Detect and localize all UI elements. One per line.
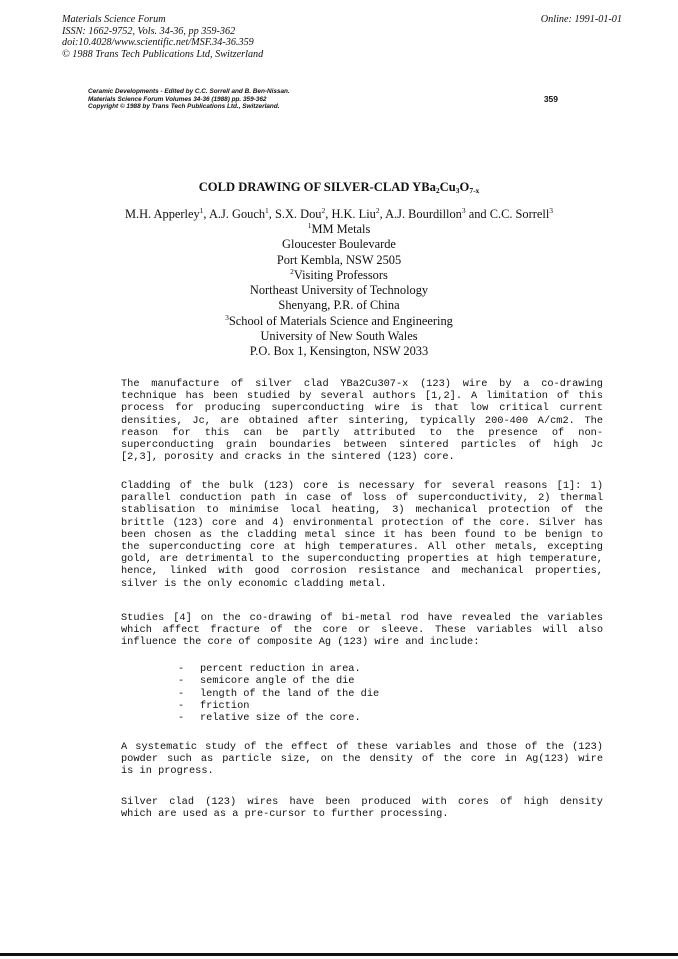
doi-line: doi:10.4028/www.scientific.net/MSF.34-36.359	[62, 37, 254, 49]
text-line: is in progress.	[121, 765, 214, 778]
text-line: A systematic study of the effect of these variables and those of the (123)	[121, 741, 603, 753]
author-separator: ,	[325, 207, 332, 221]
print-header-line3: Copyright © 1988 by Trans Tech Publications Ltd., Switzerland.	[88, 103, 280, 111]
text-line: which affect fracture of the core or sleeve. These variables will also	[121, 624, 603, 637]
text-line: parallel conduction path in case of loss of superconductivity, 2) thermal	[121, 492, 603, 505]
issn-line: ISSN: 1662-9752, Vols. 34-36, pp 359-362	[62, 25, 236, 37]
author-affil-sup: 2	[321, 206, 326, 215]
print-header-line1: Ceramic Developments - Edited by C.C. Sorrell and B. Ben-Nissan.	[88, 88, 290, 95]
affiliation-2-line3: Shenyang, P.R. of China	[278, 298, 400, 313]
affiliations	[0, 222, 678, 360]
list-item-text: relative size of the core.	[200, 712, 361, 725]
author-list	[0, 207, 678, 221]
list-item	[178, 663, 379, 675]
text-line: powder such as particle size, on the density of the core in Ag(123) wire	[121, 753, 603, 766]
affiliation-2-line2: Northeast University of Technology	[249, 283, 429, 298]
paragraph-studies	[121, 612, 603, 649]
paper-title	[0, 180, 678, 195]
affiliation-3-line3: P.O. Box 1, Kensington, NSW 2033	[249, 344, 429, 359]
author-affil-sup: 1	[265, 206, 269, 215]
dash-marker: -	[178, 663, 185, 675]
dash-marker: -	[178, 699, 185, 712]
text-line: been chosen as the cladding metal since it has been found to be benign to	[121, 528, 603, 541]
print-header-line2: Materials Science Forum Volumes 34-36 (1988) pp. 359-362	[88, 95, 267, 103]
metadata-header	[62, 14, 622, 60]
title-sub: 2	[435, 186, 440, 195]
author-name: C.C. Sorrell	[489, 207, 550, 221]
text-line: technique has been studied by several authors [1,2]. A limitation of this	[121, 390, 603, 403]
text-line: stablisation to minimise local heating, 3) mechanical protection of the	[121, 504, 603, 517]
author-name: A.J. Gouch	[208, 207, 266, 221]
affiliation-1-line2: Gloucester Boulevarde	[282, 237, 396, 252]
journal-name: Materials Science Forum	[62, 14, 166, 25]
text-line: gold, are detrimental to the superconducting properties at high temperature,	[121, 553, 603, 566]
list-item-text: length of the land of the die	[200, 687, 380, 700]
list-item	[178, 688, 379, 700]
author-affil-sup: 3	[461, 206, 466, 215]
text-line: superconducting grain boundaries between sintered particles of high Jc	[121, 439, 603, 452]
affiliation-3-line2: University of New South Wales	[260, 329, 418, 344]
text-line: which are used as a pre-cursor to further processing.	[121, 808, 449, 821]
author-name: H.K. Liu	[331, 207, 376, 221]
text-line: densities, Jc, are obtained after sintering, typically 200-400 A/cm2. The	[121, 414, 603, 427]
page-bottom-rule	[0, 953, 678, 956]
paragraph-intro	[121, 378, 603, 463]
list-item	[178, 675, 379, 687]
affiliation-2-name	[0, 268, 678, 283]
print-header	[88, 88, 558, 111]
affiliation-1-line3: Port Kembla, NSW 2505	[276, 252, 402, 267]
author-separator: ,	[203, 207, 209, 221]
text-line: hence, linked with good corrosion resistance and mechanical properties,	[121, 565, 603, 578]
paragraph-progress	[121, 741, 603, 778]
text-line: process for producing superconducting wire is that low critical current	[121, 402, 603, 415]
paragraph-wires	[121, 796, 603, 820]
online-date: Online: 1991-01-01	[540, 14, 622, 25]
list-item	[178, 700, 379, 712]
affil-sup: 3	[225, 312, 229, 322]
author-name: M.H. Apperley	[124, 207, 200, 221]
copyright-line: © 1988 Trans Tech Publications Ltd, Switzerland	[62, 48, 264, 60]
variable-list	[178, 663, 379, 724]
title-text: COLD DRAWING OF SILVER-CLAD YBa	[198, 180, 436, 194]
list-item-text: percent reduction in area.	[200, 663, 361, 675]
title-text: O	[459, 180, 470, 194]
affil-text: Visiting Professors	[293, 267, 388, 282]
affil-sup: 2	[290, 266, 294, 276]
list-item-text: friction	[200, 699, 250, 712]
text-line: reason for this can be partly attributed to the presence of non-	[121, 426, 603, 439]
text-line: [2,3], porosity and cracks in the sintered (123) core.	[121, 451, 455, 464]
author-separator: ,	[268, 207, 275, 221]
page-number: 359	[543, 94, 558, 104]
author-affil-sup: 3	[549, 206, 554, 215]
affiliation-1-name	[0, 222, 678, 237]
text-line: the superconducting core at high temperatures. All other metals, excepting	[121, 541, 603, 554]
author-affil-sup: 1	[199, 206, 204, 215]
affil-text: MM Metals	[311, 222, 371, 236]
list-item	[178, 712, 379, 724]
affil-sup: 1	[307, 221, 312, 230]
dash-marker: -	[178, 687, 185, 700]
title-sub: 3	[455, 186, 460, 195]
text-line: influence the core of composite Ag (123) wire and include:	[121, 636, 480, 649]
text-line: Cladding of the bulk (123) core is necessary for several reasons [1]: 1)	[121, 480, 603, 492]
author-name: S.X. Dou	[275, 207, 322, 221]
author-affil-sup: 2	[375, 206, 380, 215]
author-name: A.J. Bourdillon	[385, 207, 462, 221]
text-line: brittle (123) core and 4) environmental protection of the core. Silver has	[121, 516, 603, 529]
dash-marker: -	[178, 675, 185, 688]
affil-text: School of Materials Science and Engineering	[228, 313, 453, 328]
affiliation-3-name	[0, 314, 678, 329]
text-line: The manufacture of silver clad YBa2Cu307-x (123) wire by a co-drawing	[121, 378, 603, 390]
title-text: Cu	[439, 180, 456, 194]
author-separator: ,	[379, 207, 386, 221]
title-sub: 7-x	[469, 186, 480, 195]
paragraph-cladding	[121, 480, 603, 590]
text-line: Studies [4] on the co-drawing of bi-metal rod have revealed the variables	[121, 612, 603, 624]
list-item-text: semicore angle of the die	[200, 675, 355, 688]
author-separator: and	[465, 207, 490, 221]
text-line: Silver clad (123) wires have been produced with cores of high density	[121, 796, 603, 808]
dash-marker: -	[178, 712, 185, 725]
text-line: silver is the only economic cladding metal.	[121, 577, 387, 590]
